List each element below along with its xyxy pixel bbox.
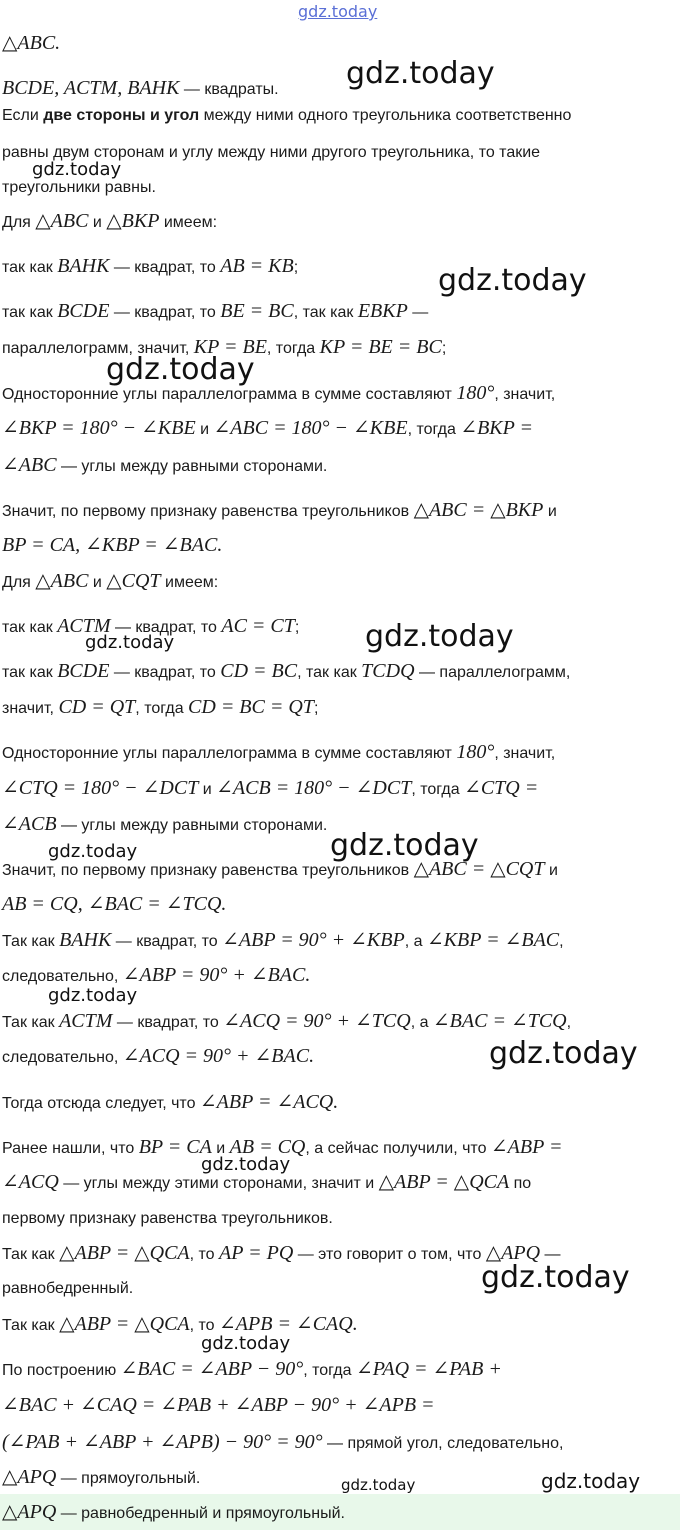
watermark: gdz.today: [85, 632, 175, 653]
watermark: gdz.today: [106, 352, 255, 387]
text-line-38: △APQ — прямоугольный.: [2, 1466, 201, 1488]
text-line-20: ∠CTQ = 180° − ∠DCT и ∠ACB = 180° − ∠DCT, тогда ∠CTQ =: [2, 777, 539, 799]
text-line-21: ∠ACB — углы между равными сторонами.: [2, 813, 328, 835]
text-line-35: По построению ∠BAC = ∠ABP − 90°, тогда ∠PAQ = ∠PAB +: [2, 1358, 502, 1380]
text-line-17: так как BCDE — квадрат, то CD = BC, так как TCDQ — параллелограмм,: [2, 660, 571, 682]
bold-phrase: две стороны и угол: [43, 107, 200, 124]
watermark: gdz.today: [32, 159, 122, 180]
text-line-31: первому признаку равенства треугольников.: [2, 1210, 333, 1227]
watermark: gdz.today: [438, 263, 587, 298]
text-line-4: равны двум сторонам и углу между ними другого треугольника, то такие: [2, 144, 541, 161]
watermark: gdz.today: [481, 1260, 630, 1295]
text-line-33: равнобедренный.: [2, 1280, 134, 1297]
watermark: gdz.today: [541, 1469, 641, 1493]
text-line-29: Ранее нашли, что BP = CA и AB = CQ, а сейчас получили, что ∠ABP =: [2, 1136, 563, 1158]
watermark: gdz.today: [346, 56, 495, 91]
text-line-25: следовательно, ∠ABP = 90° + ∠BAC.: [2, 964, 311, 986]
watermark: gdz.today: [201, 1333, 291, 1354]
text-line-23: AB = CQ, ∠BAC = ∠TCQ.: [2, 893, 227, 915]
text-line-1: △ABC.: [2, 32, 61, 54]
text-line-28: Тогда отсюда следует, что ∠ABP = ∠ACQ.: [2, 1091, 339, 1113]
text-line-32: Так как △ABP = △QCA, то AP = PQ — это говорит о том, что △APQ —: [2, 1242, 561, 1264]
text-line-22: Значит, по первому признаку равенства треугольников △ABC = △CQT и: [2, 858, 558, 880]
text-line-6: Для △ABC и △BKP имеем:: [2, 210, 218, 232]
watermark: gdz.today: [341, 1476, 416, 1494]
text-line-9: параллелограмм, значит, KP = BE, тогда KP = BE = BC;: [2, 336, 447, 358]
text-line-34: Так как △ABP = △QCA, то ∠APB = ∠CAQ.: [2, 1313, 358, 1335]
text-line-18: значит, CD = QT, тогда CD = BC = QT;: [2, 696, 319, 718]
text-line-10: Односторонние углы параллелограмма в сумме составляют 180°, значит,: [2, 382, 556, 404]
watermark: gdz.today: [48, 841, 138, 862]
text-line-3: Если две стороны и угол между ними одного треугольника соответственно: [2, 107, 572, 124]
text-line-11: ∠BKP = 180° − ∠KBE и ∠ABC = 180° − ∠KBE, тогда ∠BKP =: [2, 417, 533, 439]
site-link[interactable]: gdz.today: [298, 2, 378, 21]
text-line-26: Так как ACTM — квадрат, то ∠ACQ = 90° + ∠TCQ, а ∠BAC = ∠TCQ,: [2, 1010, 572, 1032]
watermark: gdz.today: [489, 1036, 638, 1071]
text-line-15: Для △ABC и △CQT имеем:: [2, 570, 219, 592]
text-line-14: BP = CA, ∠KBP = ∠BAC.: [2, 534, 223, 556]
text-line-5: треугольники равны.: [2, 179, 156, 196]
text-line-2: BCDE, ACTM, BAHK — квадраты.: [2, 77, 279, 99]
watermark: gdz.today: [365, 619, 514, 654]
text-line-36: ∠BAC + ∠CAQ = ∠PAB + ∠ABP − 90° + ∠APB =: [2, 1394, 435, 1416]
text-line-16: так как ACTM — квадрат, то AC = CT;: [2, 615, 300, 637]
watermark: gdz.today: [201, 1154, 291, 1175]
text-line-13: Значит, по первому признаку равенства треугольников △ABC = △BKP и: [2, 499, 557, 521]
text-line-7: так как BAHK — квадрат, то AB = KB;: [2, 255, 299, 277]
text-line-19: Односторонние углы параллелограмма в сумме составляют 180°, значит,: [2, 741, 556, 763]
text-line-37: (∠PAB + ∠ABP + ∠APB) − 90° = 90° — прямой угол, следовательно,: [2, 1431, 564, 1453]
answer-text: △APQ — равнобедренный и прямоугольный.: [2, 1501, 345, 1523]
text-line-30: ∠ACQ — углы между этими сторонами, значит и △ABP = △QCA по: [2, 1171, 532, 1193]
text-line-24: Так как BAHK — квадрат, то ∠ABP = 90° + ∠KBP, а ∠KBP = ∠BAC,: [2, 929, 564, 951]
text-line-8: так как BCDE — квадрат, то BE = BC, так как EBKP —: [2, 300, 429, 322]
answer-box: [0, 1494, 680, 1530]
watermark: gdz.today: [48, 985, 138, 1006]
text-line-27: следовательно, ∠ACQ = 90° + ∠BAC.: [2, 1045, 315, 1067]
watermark: gdz.today: [330, 828, 479, 863]
text-line-12: ∠ABC — углы между равными сторонами.: [2, 454, 328, 476]
